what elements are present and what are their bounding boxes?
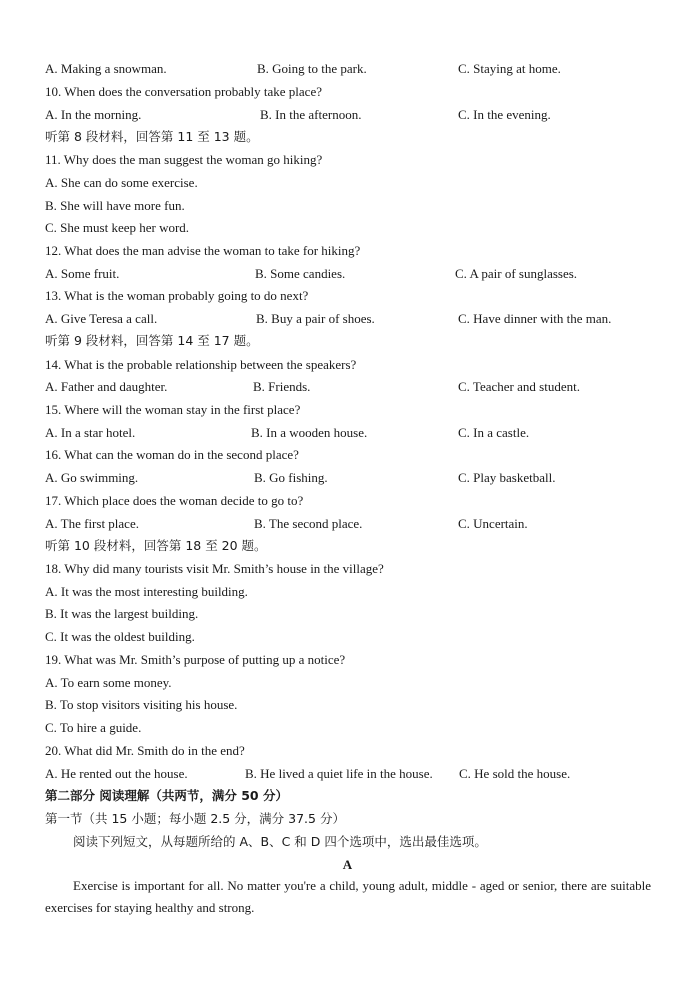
- question-line: B. It was the largest building.: [45, 606, 199, 621]
- question-line: 20. What did Mr. Smith do in the end?: [45, 743, 245, 758]
- reading-instruction: 阅读下列短文，从每题所给的 A、B、C 和 D 四个选项中，选出最佳选项。: [73, 834, 487, 849]
- answer-option: C. Have dinner with the man.: [458, 311, 612, 326]
- answer-option: B. He lived a quiet life in the house.: [245, 766, 433, 781]
- section-instruction: 听第 10 段材料，回答第 18 至 20 题。: [45, 538, 267, 553]
- answer-option: A. Give Teresa a call.: [45, 311, 158, 326]
- question-line: C. It was the oldest building.: [45, 629, 195, 644]
- answer-option: A. He rented out the house.: [45, 766, 188, 781]
- question-line: 11. Why does the man suggest the woman go hiking?: [45, 152, 323, 167]
- answer-option: A. Some fruit.: [45, 266, 120, 281]
- answer-option: C. In a castle.: [458, 425, 530, 440]
- answer-option: A. Go swimming.: [45, 470, 139, 485]
- answer-option: B. In a wooden house.: [251, 425, 368, 440]
- answer-option: A. Making a snowman.: [45, 61, 167, 76]
- answer-option: C. A pair of sunglasses.: [455, 266, 578, 281]
- answer-option: B. The second place.: [254, 516, 363, 531]
- answer-option: B. Buy a pair of shoes.: [256, 311, 375, 326]
- part-heading: 第二部分 阅读理解（共两节，满分 50 分）: [45, 788, 288, 803]
- question-line: A. She can do some exercise.: [45, 175, 198, 190]
- answer-option: A. In a star hotel.: [45, 425, 136, 440]
- answer-option: C. Play basketball.: [458, 470, 556, 485]
- answer-option: A. In the morning.: [45, 107, 142, 122]
- question-line: 16. What can the woman do in the second place?: [45, 447, 299, 462]
- answer-option: C. He sold the house.: [459, 766, 571, 781]
- answer-option: C. Uncertain.: [458, 516, 528, 531]
- question-line: A. To earn some money.: [45, 675, 172, 690]
- answer-option: B. Going to the park.: [257, 61, 367, 76]
- question-line: B. She will have more fun.: [45, 198, 185, 213]
- passage-paragraph: Exercise is important for all. No matter you're a child, young adult, middle - aged or senior, there are suitable exercises for staying healthy and strong.: [45, 878, 651, 915]
- answer-option: B. In the afternoon.: [260, 107, 362, 122]
- section-instruction: 听第 9 段材料，回答第 14 至 17 题。: [45, 333, 259, 348]
- question-line: 19. What was Mr. Smith’s purpose of putting up a notice?: [45, 652, 346, 667]
- answer-option: B. Some candies.: [255, 266, 346, 281]
- answer-option: C. Teacher and student.: [458, 379, 580, 394]
- question-line: 10. When does the conversation probably take place?: [45, 84, 322, 99]
- question-line: C. She must keep her word.: [45, 220, 190, 235]
- answer-option: A. Father and daughter.: [45, 379, 168, 394]
- question-line: 17. Which place does the woman decide to go to?: [45, 493, 304, 508]
- answer-option: C. In the evening.: [458, 107, 551, 122]
- section-instruction: 听第 8 段材料，回答第 11 至 13 题。: [45, 129, 259, 144]
- question-line: 13. What is the woman probably going to do next?: [45, 288, 309, 303]
- answer-option: B. Go fishing.: [254, 470, 328, 485]
- answer-option: B. Friends.: [253, 379, 311, 394]
- answer-option: C. Staying at home.: [458, 61, 561, 76]
- section-letter: A: [342, 857, 353, 872]
- question-line: 14. What is the probable relationship between the speakers?: [45, 357, 357, 372]
- question-line: B. To stop visitors visiting his house.: [45, 697, 238, 712]
- question-line: 12. What does the man advise the woman to take for hiking?: [45, 243, 361, 258]
- question-line: A. It was the most interesting building.: [45, 584, 248, 599]
- question-line: 15. Where will the woman stay in the first place?: [45, 402, 301, 417]
- section-instruction: 第一节（共 15 小题；每小题 2.5 分，满分 37.5 分）: [45, 811, 345, 826]
- question-line: C. To hire a guide.: [45, 720, 142, 735]
- question-line: 18. Why did many tourists visit Mr. Smith’s house in the village?: [45, 561, 384, 576]
- answer-option: A. The first place.: [45, 516, 139, 531]
